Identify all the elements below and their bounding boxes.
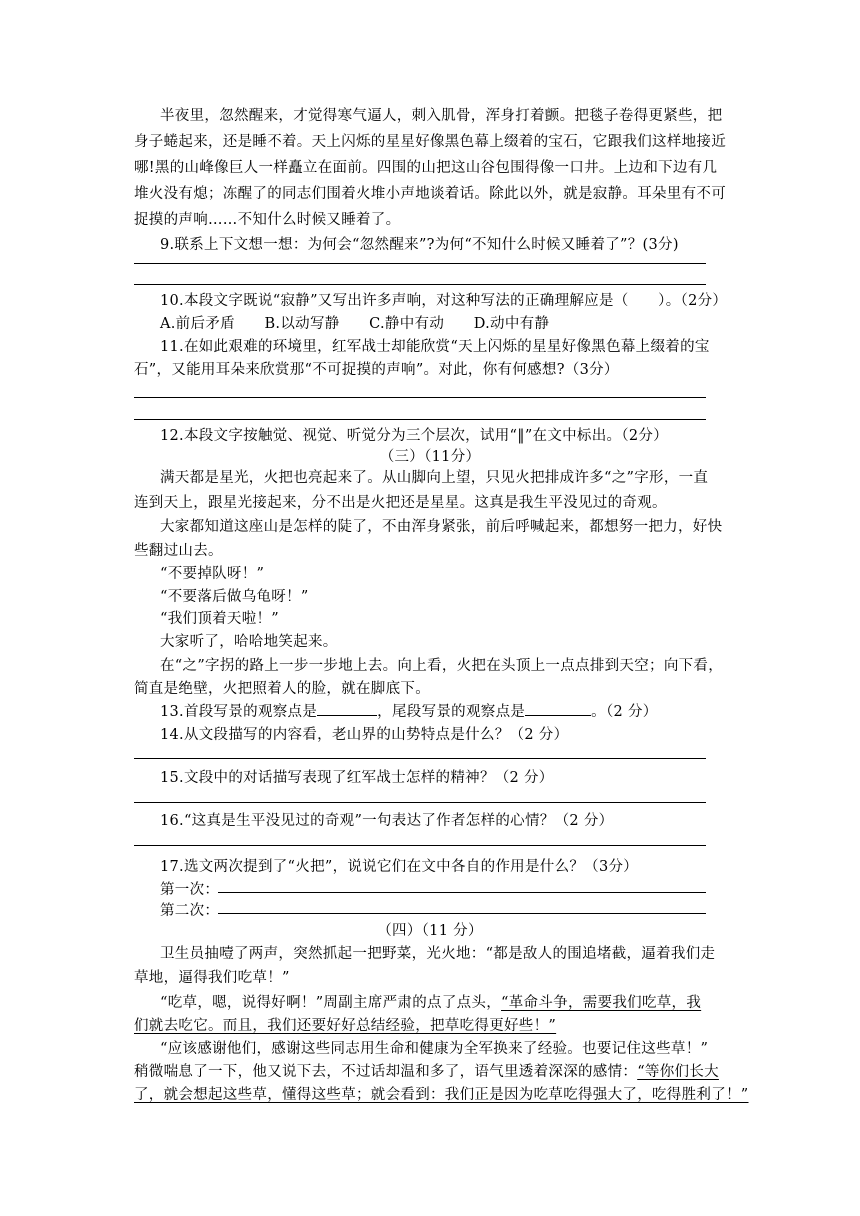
answer-line-q14[interactable] bbox=[134, 758, 706, 759]
underlined-sentence: “革命斗争，需要我们吃草，我 bbox=[501, 995, 702, 1011]
passage4-line bbox=[160, 992, 760, 1014]
underlined-sentence: “等你们长大 bbox=[637, 1064, 719, 1080]
answer-line-q11[interactable] bbox=[134, 419, 706, 420]
passage3-line: 大家都知道这座山是怎样的陡了，不由浑身紧张，前后呼喊起来，都想努一把力，好快 bbox=[160, 519, 723, 535]
section-heading-4: （四）（11 分） bbox=[377, 923, 483, 939]
answer-line-q16[interactable] bbox=[134, 845, 706, 846]
passage4-line: “应该感谢他们，感谢这些同志用生命和健康为全军换来了经验。也要记住这些草！” bbox=[160, 1041, 709, 1057]
question-16: 16.“这真是生平没见过的奇观”一句表达了作者怎样的心情？（2 分） bbox=[160, 813, 614, 829]
passage2-line: 半夜里，忽然醒来，才觉得寒气逼人，刺入肌骨，浑身打着颤。把毯子卷得更紧些，把 bbox=[160, 108, 723, 124]
answer-blank[interactable] bbox=[317, 701, 377, 716]
passage3-line: 些翻过山去。 bbox=[134, 543, 223, 559]
answer-line-q11[interactable] bbox=[134, 397, 706, 398]
question-9: 9.联系上下文想一想：为何会“忽然醒来”?为何“不知什么时候又睡着了”？(3分) bbox=[160, 237, 679, 253]
passage4-line bbox=[134, 1061, 734, 1083]
passage3-line: 连到天上，跟星光接起来，分不出是火把还是星星。这真是我生平没见过的奇观。 bbox=[134, 495, 667, 511]
dialogue-line: “不要掉队呀！” bbox=[160, 566, 265, 582]
question-11: 石”，又能用耳朵来欣赏那“不可捉摸的声响”。对此，你有何感想?（3分） bbox=[134, 362, 619, 378]
question-17-second-label: 第二次： bbox=[160, 903, 220, 919]
passage4-line: 卫生员抽噎了两声，突然抓起一把野菜，光火地：“都是敌人的围追堵截，逼着我们走 bbox=[160, 946, 716, 962]
question-14: 14.从文段描写的内容看，老山界的山势特点是什么？（2 分） bbox=[160, 727, 569, 743]
passage3-line: 在“之”字拐的路上一步一步地上去。向上看，火把在头顶上一点点排到天空；向下看， bbox=[160, 658, 724, 674]
question-12: 12.本段文字按触觉、视觉、听觉分为三个层次，试用“‖”在文中标出。（2分） bbox=[160, 428, 669, 444]
question-13-text: ，尾段写景的观察点是 bbox=[377, 704, 526, 720]
section-heading-3: （三）（11分） bbox=[379, 449, 481, 465]
question-17-first-label: 第一次： bbox=[160, 882, 220, 898]
passage3-line: 简直是绝壁，火把照着人的脸，就在脚底下。 bbox=[134, 681, 430, 697]
answer-line-q15[interactable] bbox=[134, 802, 706, 803]
question-13-text: 13.首段写景的观察点是 bbox=[160, 704, 318, 720]
passage4-line bbox=[134, 1084, 749, 1106]
passage2-line: 捉摸的声响……不知什么时候又睡着了。 bbox=[134, 212, 401, 228]
question-10-options: A.前后矛盾 B.以动写静 C.静中有动 D.动中有静 bbox=[160, 316, 550, 332]
dialogue-line: “不要落后做乌龟呀！” bbox=[160, 589, 309, 605]
question-13-text: 。（2 分） bbox=[591, 704, 658, 720]
passage3-line: 满天都是星光，火把也亮起来了。从山脚向上望，只见火把排成许多“之”字形，一直 bbox=[160, 470, 709, 486]
answer-blank[interactable] bbox=[525, 701, 591, 716]
dialogue-line: “我们顶着天啦！” bbox=[160, 611, 280, 627]
passage3-line: 大家听了，哈哈地笑起来。 bbox=[160, 634, 338, 650]
passage4-text: “吃草，嗯，说得好啊！”周副主席严肃的点了点头， bbox=[160, 995, 502, 1011]
passage4-line bbox=[134, 1015, 734, 1037]
passage4-line: 草地，逼得我们吃草！” bbox=[134, 970, 290, 986]
passage4-text: 稍微喘息了一下，他又说下去，不过话却温和多了，语气里透着深深的感情： bbox=[134, 1064, 638, 1080]
underlined-sentence: 们就去吃它。而且，我们还要好好总结经验，把草吃得更好些！” bbox=[134, 1018, 557, 1034]
question-11: 11.在如此艰难的环境里，红军战士却能欣赏“天上闪烁的星星好像黑色幕上缀着的宝 bbox=[160, 339, 710, 355]
passage2-line: 堆火没有熄；冻醒了的同志们围着火堆小声地谈着话。除此以外，就是寂静。耳朵里有不可 bbox=[134, 186, 726, 202]
passage2-line: 哪!黑的山峰像巨人一样矗立在面前。四围的山把这山谷包围得像一口井。上边和下边有几 bbox=[134, 160, 718, 176]
answer-line-q17-first[interactable] bbox=[218, 892, 706, 893]
answer-line-q9[interactable] bbox=[134, 263, 706, 264]
question-10: 10.本段文字既说“寂静”又写出许多声响，对这种写法的正确理解应是（ ）。（2分） bbox=[160, 293, 728, 309]
underlined-sentence: 了，就会想起这些草，懂得这些草；就会看到：我们正是因为吃草吃得强大了，吃得胜利了！” bbox=[134, 1087, 749, 1103]
question-13 bbox=[160, 701, 760, 723]
answer-line-q9[interactable] bbox=[134, 284, 706, 285]
question-17: 17.选文两次提到了“火把”，说说它们在文中各自的作用是什么？（3分） bbox=[160, 859, 639, 875]
answer-line-q17-second[interactable] bbox=[218, 913, 706, 914]
passage2-line: 身子蜷起来，还是睡不着。天上闪烁的星星好像黑色幕上缀着的宝石，它跟我们这样地接近 bbox=[134, 134, 726, 150]
question-15: 15.文段中的对话描写表现了红军战士怎样的精神？（2 分） bbox=[160, 770, 554, 786]
